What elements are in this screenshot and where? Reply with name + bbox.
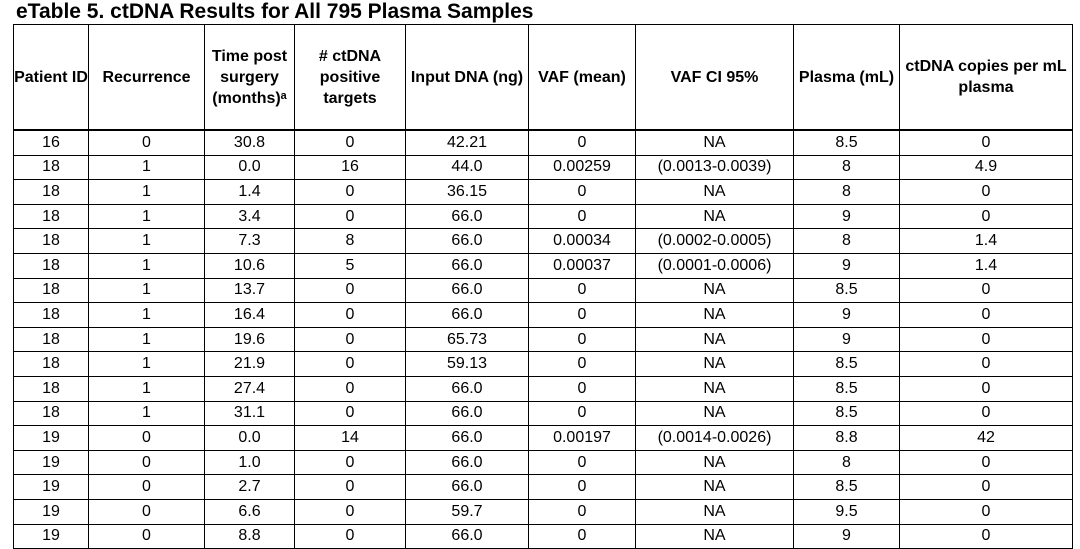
vaf-mean-cell: 0 <box>529 450 636 475</box>
time-post-surgery-cell: 6.6 <box>205 499 295 524</box>
table-row <box>14 204 1073 229</box>
positive-targets-cell: 0 <box>295 352 406 377</box>
patient-id-cell: 18 <box>14 229 89 254</box>
time-post-surgery-cell: 1.4 <box>205 180 295 205</box>
patient-id-cell: 18 <box>14 327 89 352</box>
time-post-surgery-cell: 30.8 <box>205 130 295 155</box>
vaf-mean-cell: 0 <box>529 499 636 524</box>
column-header-vaf-ci: VAF CI 95% <box>636 25 794 131</box>
plasma-cell: 8.5 <box>794 475 900 500</box>
time-post-surgery-cell: 31.1 <box>205 401 295 426</box>
time-post-surgery-cell: 19.6 <box>205 327 295 352</box>
patient-id-cell: 18 <box>14 401 89 426</box>
patient-id-cell: 18 <box>14 303 89 328</box>
vaf-ci-cell: NA <box>636 376 794 401</box>
positive-targets-cell: 0 <box>295 204 406 229</box>
table-row <box>14 278 1073 303</box>
positive-targets-cell: 0 <box>295 327 406 352</box>
plasma-cell: 8.5 <box>794 352 900 377</box>
plasma-cell: 8 <box>794 229 900 254</box>
patient-id-cell: 18 <box>14 376 89 401</box>
plasma-cell: 8.8 <box>794 426 900 451</box>
plasma-cell: 9 <box>794 327 900 352</box>
table-row <box>14 524 1073 549</box>
vaf-mean-cell: 0 <box>529 204 636 229</box>
ctdna-copies-cell: 0 <box>900 130 1073 155</box>
patient-id-cell: 19 <box>14 475 89 500</box>
patient-id-cell: 16 <box>14 130 89 155</box>
vaf-mean-cell: 0.00034 <box>529 229 636 254</box>
vaf-ci-cell: NA <box>636 401 794 426</box>
recurrence-cell: 1 <box>89 229 205 254</box>
ctdna-copies-cell: 42 <box>900 426 1073 451</box>
plasma-cell: 8.5 <box>794 130 900 155</box>
vaf-mean-cell: 0 <box>529 303 636 328</box>
ctdna-copies-cell: 0 <box>900 278 1073 303</box>
positive-targets-cell: 0 <box>295 450 406 475</box>
time-post-surgery-cell: 0.0 <box>205 155 295 180</box>
patient-id-cell: 19 <box>14 524 89 549</box>
ctdna-copies-cell: 0 <box>900 475 1073 500</box>
vaf-ci-cell: NA <box>636 327 794 352</box>
column-header-vaf-mean: VAF (mean) <box>529 25 636 131</box>
vaf-mean-cell: 0 <box>529 524 636 549</box>
plasma-cell: 9 <box>794 524 900 549</box>
positive-targets-cell: 0 <box>295 278 406 303</box>
plasma-cell: 8 <box>794 180 900 205</box>
time-post-surgery-cell: 21.9 <box>205 352 295 377</box>
vaf-mean-cell: 0.00197 <box>529 426 636 451</box>
vaf-mean-cell: 0 <box>529 327 636 352</box>
ctdna-copies-cell: 0 <box>900 180 1073 205</box>
plasma-cell: 8 <box>794 155 900 180</box>
input-dna-cell: 42.21 <box>406 130 529 155</box>
ctdna-copies-cell: 0 <box>900 499 1073 524</box>
input-dna-cell: 66.0 <box>406 229 529 254</box>
table-title: eTable 5. ctDNA Results for All 795 Plasma Samples <box>16 0 534 23</box>
vaf-mean-cell: 0 <box>529 352 636 377</box>
recurrence-cell: 0 <box>89 130 205 155</box>
vaf-ci-cell: NA <box>636 278 794 303</box>
patient-id-cell: 18 <box>14 278 89 303</box>
input-dna-cell: 66.0 <box>406 253 529 278</box>
patient-id-cell: 18 <box>14 155 89 180</box>
positive-targets-cell: 16 <box>295 155 406 180</box>
recurrence-cell: 1 <box>89 155 205 180</box>
time-post-surgery-cell: 27.4 <box>205 376 295 401</box>
vaf-ci-cell: NA <box>636 450 794 475</box>
table-row <box>14 401 1073 426</box>
column-header-time-post-surgery: Time post surgery (months)ᵃ <box>205 25 295 131</box>
table-row <box>14 180 1073 205</box>
time-post-surgery-cell: 10.6 <box>205 253 295 278</box>
vaf-ci-cell: (0.0013-0.0039) <box>636 155 794 180</box>
column-header-patient-id: Patient ID <box>14 25 89 131</box>
vaf-mean-cell: 0 <box>529 180 636 205</box>
ctdna-copies-cell: 4.9 <box>900 155 1073 180</box>
recurrence-cell: 1 <box>89 376 205 401</box>
recurrence-cell: 1 <box>89 352 205 377</box>
ctdna-copies-cell: 1.4 <box>900 253 1073 278</box>
input-dna-cell: 66.0 <box>406 278 529 303</box>
time-post-surgery-cell: 7.3 <box>205 229 295 254</box>
table-row <box>14 376 1073 401</box>
plasma-cell: 8.5 <box>794 376 900 401</box>
plasma-cell: 9.5 <box>794 499 900 524</box>
positive-targets-cell: 14 <box>295 426 406 451</box>
input-dna-cell: 59.13 <box>406 352 529 377</box>
positive-targets-cell: 0 <box>295 499 406 524</box>
recurrence-cell: 1 <box>89 180 205 205</box>
patient-id-cell: 19 <box>14 426 89 451</box>
time-post-surgery-cell: 3.4 <box>205 204 295 229</box>
patient-id-cell: 18 <box>14 253 89 278</box>
plasma-cell: 9 <box>794 204 900 229</box>
recurrence-cell: 1 <box>89 278 205 303</box>
table-row <box>14 499 1073 524</box>
time-post-surgery-cell: 1.0 <box>205 450 295 475</box>
table-body <box>14 130 1073 549</box>
vaf-ci-cell: NA <box>636 499 794 524</box>
vaf-ci-cell: NA <box>636 524 794 549</box>
table-row <box>14 327 1073 352</box>
recurrence-cell: 0 <box>89 499 205 524</box>
positive-targets-cell: 0 <box>295 130 406 155</box>
table-row <box>14 426 1073 451</box>
vaf-ci-cell: NA <box>636 475 794 500</box>
plasma-cell: 8.5 <box>794 401 900 426</box>
patient-id-cell: 18 <box>14 204 89 229</box>
ctdna-copies-cell: 0 <box>900 327 1073 352</box>
plasma-cell: 9 <box>794 303 900 328</box>
time-post-surgery-cell: 8.8 <box>205 524 295 549</box>
input-dna-cell: 66.0 <box>406 426 529 451</box>
vaf-mean-cell: 0 <box>529 401 636 426</box>
positive-targets-cell: 0 <box>295 475 406 500</box>
ctdna-copies-cell: 0 <box>900 204 1073 229</box>
ctdna-copies-cell: 0 <box>900 524 1073 549</box>
input-dna-cell: 66.0 <box>406 204 529 229</box>
ctdna-copies-cell: 0 <box>900 376 1073 401</box>
vaf-ci-cell: NA <box>636 204 794 229</box>
patient-id-cell: 19 <box>14 499 89 524</box>
input-dna-cell: 44.0 <box>406 155 529 180</box>
vaf-ci-cell: NA <box>636 180 794 205</box>
vaf-mean-cell: 0 <box>529 376 636 401</box>
table-row <box>14 229 1073 254</box>
patient-id-cell: 18 <box>14 352 89 377</box>
table-row <box>14 450 1073 475</box>
vaf-mean-cell: 0.00259 <box>529 155 636 180</box>
ctdna-copies-cell: 1.4 <box>900 229 1073 254</box>
vaf-mean-cell: 0 <box>529 475 636 500</box>
recurrence-cell: 1 <box>89 253 205 278</box>
column-header-plasma: Plasma (mL) <box>794 25 900 131</box>
input-dna-cell: 66.0 <box>406 401 529 426</box>
positive-targets-cell: 0 <box>295 376 406 401</box>
input-dna-cell: 66.0 <box>406 303 529 328</box>
recurrence-cell: 1 <box>89 204 205 229</box>
table-row <box>14 352 1073 377</box>
positive-targets-cell: 0 <box>295 303 406 328</box>
recurrence-cell: 1 <box>89 401 205 426</box>
ctdna-copies-cell: 0 <box>900 450 1073 475</box>
input-dna-cell: 66.0 <box>406 376 529 401</box>
positive-targets-cell: 0 <box>295 524 406 549</box>
vaf-ci-cell: NA <box>636 303 794 328</box>
recurrence-cell: 1 <box>89 303 205 328</box>
input-dna-cell: 65.73 <box>406 327 529 352</box>
vaf-ci-cell: (0.0002-0.0005) <box>636 229 794 254</box>
table-row <box>14 253 1073 278</box>
column-header-ctdna-positive-targets: # ctDNA positive targets <box>295 25 406 131</box>
column-header-ctdna-copies: ctDNA copies per mL plasma <box>900 25 1073 131</box>
column-header-input-dna: Input DNA (ng) <box>406 25 529 131</box>
ctdna-copies-cell: 0 <box>900 303 1073 328</box>
vaf-mean-cell: 0 <box>529 278 636 303</box>
plasma-cell: 8.5 <box>794 278 900 303</box>
plasma-cell: 9 <box>794 253 900 278</box>
recurrence-cell: 0 <box>89 475 205 500</box>
recurrence-cell: 0 <box>89 450 205 475</box>
patient-id-cell: 18 <box>14 180 89 205</box>
time-post-surgery-cell: 2.7 <box>205 475 295 500</box>
plasma-cell: 8 <box>794 450 900 475</box>
time-post-surgery-cell: 0.0 <box>205 426 295 451</box>
vaf-ci-cell: NA <box>636 352 794 377</box>
time-post-surgery-cell: 16.4 <box>205 303 295 328</box>
column-header-recurrence: Recurrence <box>89 25 205 131</box>
input-dna-cell: 66.0 <box>406 450 529 475</box>
positive-targets-cell: 0 <box>295 180 406 205</box>
time-post-surgery-cell: 13.7 <box>205 278 295 303</box>
positive-targets-cell: 0 <box>295 401 406 426</box>
recurrence-cell: 0 <box>89 426 205 451</box>
recurrence-cell: 0 <box>89 524 205 549</box>
input-dna-cell: 66.0 <box>406 524 529 549</box>
recurrence-cell: 1 <box>89 327 205 352</box>
vaf-ci-cell: NA <box>636 130 794 155</box>
table-row <box>14 303 1073 328</box>
ctdna-copies-cell: 0 <box>900 401 1073 426</box>
positive-targets-cell: 8 <box>295 229 406 254</box>
ctdna-copies-cell: 0 <box>900 352 1073 377</box>
vaf-mean-cell: 0 <box>529 130 636 155</box>
positive-targets-cell: 5 <box>295 253 406 278</box>
vaf-ci-cell: (0.0001-0.0006) <box>636 253 794 278</box>
vaf-ci-cell: (0.0014-0.0026) <box>636 426 794 451</box>
table-row <box>14 475 1073 500</box>
input-dna-cell: 66.0 <box>406 475 529 500</box>
patient-id-cell: 19 <box>14 450 89 475</box>
header-row <box>14 25 1073 131</box>
table-row <box>14 130 1073 155</box>
table-row <box>14 155 1073 180</box>
vaf-mean-cell: 0.00037 <box>529 253 636 278</box>
input-dna-cell: 59.7 <box>406 499 529 524</box>
results-table <box>13 24 1073 549</box>
input-dna-cell: 36.15 <box>406 180 529 205</box>
